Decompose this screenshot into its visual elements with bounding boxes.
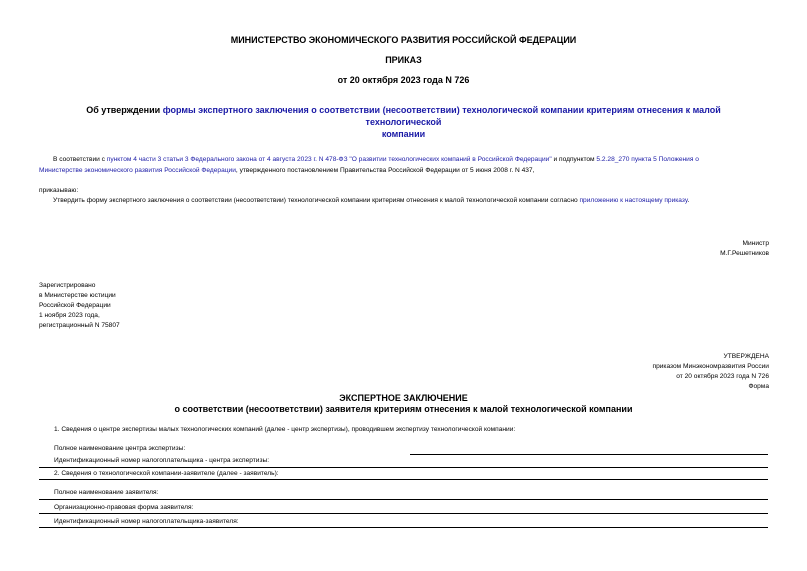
field-label-applicant-name: Полное наименование заявителя: bbox=[54, 489, 159, 496]
section-1-heading: 1. Сведения о центре экспертизы малых технологических компаний (далее - центр экспертизы), проводившем экспертизу технологической компании: bbox=[54, 426, 516, 433]
signature-title: Министр bbox=[742, 240, 769, 247]
field-label-center-name: Полное наименование центра экспертизы: bbox=[54, 445, 186, 452]
approval-form-label: Форма bbox=[748, 383, 769, 390]
subject-prefix: Об утверждении bbox=[86, 105, 163, 115]
order-text-body: Утвердить форму экспертного заключения о соответствии (несоответствии) технологической компании критериям отнесения к малой технологической компании согласно bbox=[53, 197, 580, 204]
preamble-line-1 bbox=[39, 155, 774, 165]
approval-line: УТВЕРЖДЕНА bbox=[723, 353, 769, 360]
registration-block bbox=[39, 281, 120, 331]
order-word: приказываю: bbox=[39, 187, 79, 194]
approval-line: приказом Минэкономразвития России bbox=[652, 363, 769, 370]
field-label-applicant-form: Организационно-правовая форма заявителя: bbox=[54, 504, 194, 511]
registration-line: Российской Федерации bbox=[39, 302, 111, 309]
approval-line: от 20 октября 2023 года N 726 bbox=[676, 373, 769, 380]
field-label-center-inn: Идентификационный номер налогоплательщика - центра экспертизы: bbox=[54, 457, 270, 464]
table-divider bbox=[39, 513, 768, 514]
signature-name: М.Г.Решетников bbox=[720, 250, 769, 257]
section-2-heading: 2. Сведения о технологической компании-заявителе (далее - заявитель): bbox=[54, 470, 279, 477]
appendix-link[interactable]: приложению к настоящему приказу bbox=[579, 197, 688, 204]
form-subtitle: о соответствии (несоответствии) заявителя критериям отнесения к малой технологической компании bbox=[174, 404, 633, 414]
table-divider bbox=[39, 499, 768, 500]
preamble-text: , утвержденного постановлением Правительства Российской Федерации от 5 июня 2008 г. N 437, bbox=[235, 167, 535, 174]
approval-block bbox=[653, 352, 770, 392]
document-subject bbox=[50, 104, 757, 140]
field-label-applicant-inn: Идентификационный номер налогоплательщика-заявителя: bbox=[54, 518, 239, 525]
ministry-heading: МИНИСТЕРСТВО ЭКОНОМИЧЕСКОГО РАЗВИТИЯ РОССИЙСКОЙ ФЕДЕРАЦИИ bbox=[230, 35, 577, 45]
form-title: ЭКСПЕРТНОЕ ЗАКЛЮЧЕНИЕ bbox=[339, 393, 468, 403]
document-type: ПРИКАЗ bbox=[385, 55, 422, 65]
table-divider bbox=[39, 479, 768, 480]
field-line-center-name[interactable] bbox=[410, 454, 768, 455]
registration-line: Зарегистрировано bbox=[39, 282, 96, 289]
preamble-line-2 bbox=[39, 166, 774, 176]
table-divider bbox=[39, 527, 768, 528]
registration-line: 1 ноября 2023 года, bbox=[39, 312, 100, 319]
regulation-link[interactable]: 5.2.28_270 пункта 5 Положения о bbox=[596, 156, 699, 163]
subject-form-link-cont[interactable]: компании bbox=[381, 129, 426, 139]
preamble-text: и подпунктом bbox=[551, 156, 597, 163]
order-text bbox=[53, 196, 689, 206]
law-link[interactable]: пунктом 4 части 3 статьи 3 Федерального закона от 4 августа 2023 г. N 478-ФЗ "О развитии технологических компаний в Российской Федерации" bbox=[106, 156, 552, 163]
registration-number: регистрационный N 75807 bbox=[39, 322, 120, 329]
subject-form-link[interactable]: формы экспертного заключения о соответствии (несоответствии) технологической компании критериям отнесения к малой технологической bbox=[162, 105, 721, 127]
registration-line: в Министерстве юстиции bbox=[39, 292, 116, 299]
order-text-end: . bbox=[687, 197, 690, 204]
document-date: от 20 октября 2023 года N 726 bbox=[337, 75, 470, 85]
table-divider bbox=[39, 467, 768, 468]
regulation-link-cont[interactable]: Министерстве экономического развития Российской Федерации bbox=[39, 167, 236, 174]
preamble-text: В соответствии с bbox=[53, 156, 107, 163]
